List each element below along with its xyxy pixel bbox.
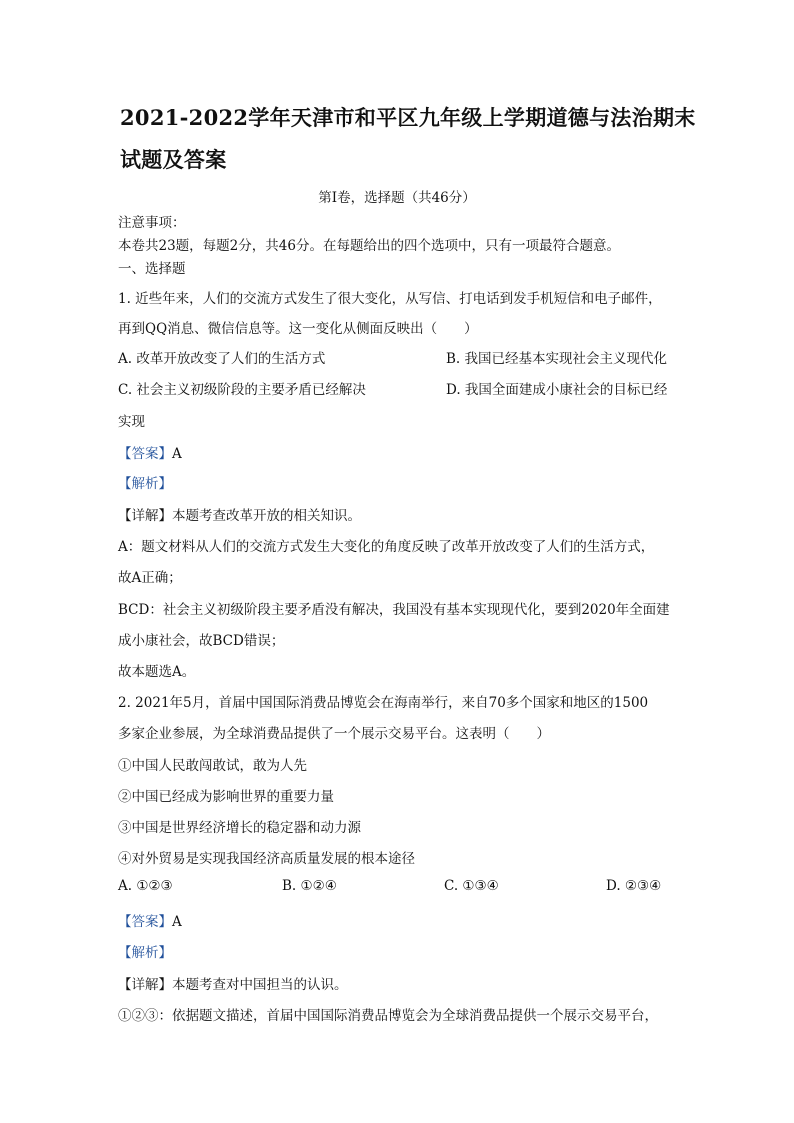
q1-explanation-line4: 成小康社会，故BCD错误； xyxy=(118,633,285,649)
part-heading: 一、选择题 xyxy=(118,261,186,277)
q1-option-a: A. 改革开放改变了人们的生活方式 xyxy=(118,351,326,367)
q2-item-2: ②中国已经成为影响世界的重要力量 xyxy=(118,789,334,805)
q1-explanation-line3: BCD：社会主义初级阶段主要矛盾没有解决，我国没有基本实现现代化，要到2020年全面建 xyxy=(118,602,670,618)
q1-detail-label: 【详解】 xyxy=(118,508,172,524)
q2-item-3: ③中国是世界经济增长的稳定器和动力源 xyxy=(118,820,361,836)
q2-answer xyxy=(118,910,182,930)
notice-label: 注意事项： xyxy=(118,215,186,231)
q2-detail xyxy=(118,973,348,993)
q2-stem-line1: 2. 2021年5月，首届中国国际消费品博览会在海南举行，来自70多个国家和地区的1500 xyxy=(118,695,649,711)
q2-answer-label: 【答案】 xyxy=(118,914,172,930)
q2-analysis-label: 【解析】 xyxy=(118,945,172,961)
q1-answer xyxy=(118,442,182,462)
section-heading: 第Ⅰ卷，选择题（共46分） xyxy=(318,190,476,206)
q1-option-c: C. 社会主义初级阶段的主要矛盾已经解决 xyxy=(118,382,366,398)
q1-option-b: B. 我国已经基本实现社会主义现代化 xyxy=(446,351,668,367)
document-title-line1: 2021-2022学年天津市和平区九年级上学期道德与法治期末 xyxy=(120,105,696,130)
q1-explanation-line1: A：题文材料从人们的交流方式发生大变化的角度反映了改革开放改变了人们的生活方式， xyxy=(118,539,655,555)
q1-answer-label: 【答案】 xyxy=(118,446,172,462)
q1-detail xyxy=(118,504,361,524)
q1-stem-line2: 再到QQ消息、微信信息等。这一变化从侧面反映出（ ） xyxy=(118,321,478,337)
q1-detail-text: 本题考查改革开放的相关知识。 xyxy=(172,508,361,524)
q1-option-d-continued: 实现 xyxy=(118,414,145,430)
q1-analysis-label: 【解析】 xyxy=(118,476,172,492)
q2-answer-value: A xyxy=(172,914,182,930)
q2-stem-line2: 多家企业参展，为全球消费品提供了一个展示交易平台。这表明（ ） xyxy=(118,726,550,742)
q2-option-a: A. ①②③ xyxy=(118,878,173,894)
q1-option-d: D. 我国全面建成小康社会的目标已经 xyxy=(446,382,668,398)
q2-option-d: D. ②③④ xyxy=(606,878,662,894)
q1-explanation-line2: 故A正确； xyxy=(118,570,182,586)
q2-explanation-line1: ①②③：依据题文描述，首届中国国际消费品博览会为全球消费品提供一个展示交易平台， xyxy=(118,1008,658,1024)
document-title-line2: 试题及答案 xyxy=(120,147,227,172)
q1-stem-line1: 1. 近些年来，人们的交流方式发生了很大变化，从写信、打电话到发手机短信和电子邮件， xyxy=(118,291,662,307)
q1-explanation-line5: 故本题选A。 xyxy=(118,664,196,680)
q1-answer-value: A xyxy=(172,446,182,462)
q2-detail-text: 本题考查对中国担当的认识。 xyxy=(172,977,348,993)
notice-text: 本卷共23题，每题2分，共46分。在每题给出的四个选项中，只有一项最符合题意。 xyxy=(118,238,620,254)
q2-item-1: ①中国人民敢闯敢试，敢为人先 xyxy=(118,758,307,774)
q2-option-c: C. ①③④ xyxy=(444,878,499,894)
q2-option-b: B. ①②④ xyxy=(282,878,337,894)
q2-detail-label: 【详解】 xyxy=(118,977,172,993)
q2-item-4: ④对外贸易是实现我国经济高质量发展的根本途径 xyxy=(118,851,415,867)
